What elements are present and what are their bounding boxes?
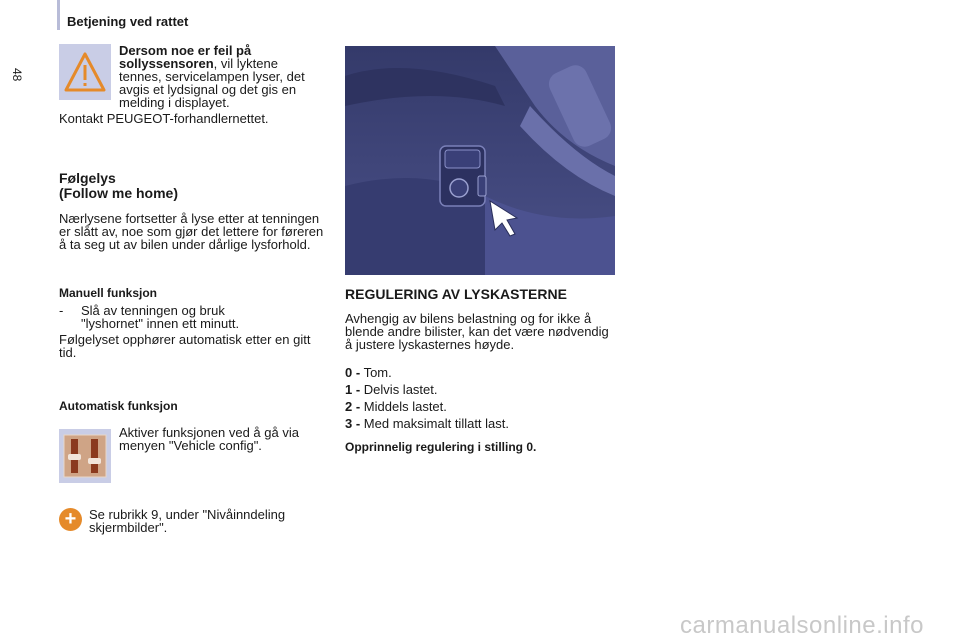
- list-item-num: 2 -: [345, 399, 361, 414]
- list-item: [345, 417, 615, 430]
- manual-bullet-text: Slå av tenningen og bruk "lyshornet" innen ett minutt.: [81, 303, 240, 331]
- list-item: [345, 383, 615, 396]
- plus-icon: +: [59, 508, 82, 531]
- settings-sliders-icon: [59, 429, 111, 483]
- automatic-text: Aktiver funksjonen ved å gå via menyen "Vehicle config".: [119, 425, 299, 453]
- dashboard-illustration: [345, 46, 615, 275]
- automatic-title: Automatisk funksjon: [59, 399, 178, 413]
- manual-title: Manuell funksjon: [59, 286, 158, 300]
- list-item-num: 0 -: [345, 365, 361, 380]
- dashboard-photo: [345, 46, 615, 275]
- list-item-num: 1 -: [345, 382, 361, 397]
- follow-me-title: [59, 171, 178, 201]
- follow-me-description: Nærlysene fortsetter å lyse etter at tenningen er slått av, noe som gjør det lettere for føreren å ta seg ut av bilen under dårlige lysforhold.: [59, 211, 324, 252]
- manual-note: Følgelyset opphører automatisk etter en gitt tid.: [59, 332, 311, 360]
- warning-body: , vil lyktene tennes, servicelampen lyser, det avgis et lydsignal og det gis en melding i displayet.: [119, 56, 305, 110]
- list-item-label: Middels lastet.: [363, 399, 447, 414]
- section-title: Betjening ved rattet: [67, 14, 189, 29]
- manual-bullet-dash: -: [59, 303, 64, 318]
- list-item-label: Med maksimalt tillatt last.: [363, 416, 509, 431]
- list-item: [345, 400, 615, 413]
- follow-me-title-line2: (Follow me home): [59, 185, 178, 201]
- list-item-label: Tom.: [363, 365, 392, 380]
- warning-icon-box: [59, 44, 111, 100]
- watermark: carmanualsonline.info: [680, 612, 924, 639]
- warning-triangle-icon: [59, 44, 111, 100]
- warning-text: [119, 44, 319, 109]
- header-accent-bar: [57, 0, 60, 30]
- headlamp-description: Avhengig av bilens belastning og for ikke å blende andre bilister, kan det være nødvendig å justere lyskasternes høyde.: [345, 311, 609, 352]
- reference-text: Se rubrikk 9, under "Nivåinndeling skjermbilder".: [89, 507, 286, 535]
- list-item-num: 3 -: [345, 416, 361, 431]
- headlamp-title: REGULERING AV LYSKASTERNE: [345, 286, 567, 302]
- automatic-icon-box: [59, 429, 111, 483]
- warning-bold: Dersom noe er feil på sollyssensoren: [119, 43, 252, 71]
- list-item-label: Delvis lastet.: [363, 382, 438, 397]
- follow-me-title-line1: Følgelys: [59, 170, 116, 186]
- page-number: 48: [10, 68, 24, 82]
- headlamp-list: [345, 366, 615, 430]
- list-item: [345, 366, 615, 379]
- contact-text: Kontakt PEUGEOT-forhandlernettet.: [59, 111, 269, 126]
- headlamp-note: Opprinnelig regulering i stilling 0.: [345, 440, 537, 454]
